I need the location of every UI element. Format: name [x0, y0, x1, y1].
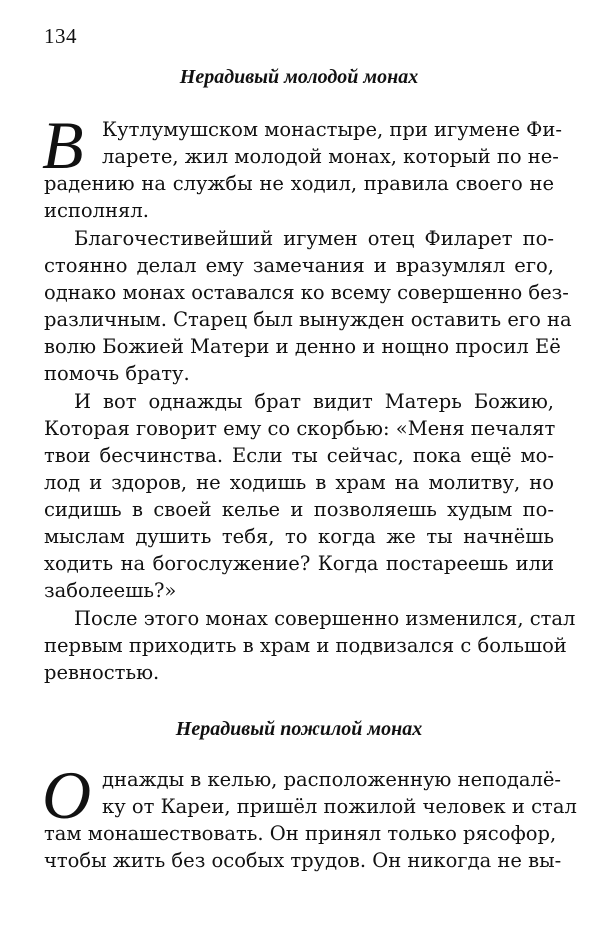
text-line: первым приходить в храм и подвизался с большой	[44, 634, 567, 657]
text-line: различным. Старец был вынужден оставить его на	[44, 308, 572, 331]
text-line: помочь брату.	[44, 362, 190, 385]
text-line: однако монах оставался ко всему совершенно без-	[44, 281, 569, 304]
text-line: ходить на богослужение? Когда постареешь или	[44, 552, 554, 575]
page-number: 134	[44, 24, 77, 48]
text-line: стоянно делал ему замечания и вразумлял его,	[44, 254, 554, 277]
text-line: И вот однажды брат видит Матерь Божию,	[74, 390, 554, 413]
text-line: После этого монах совершенно изменился, стал	[74, 607, 576, 630]
text-line: сидишь в своей келье и позволяешь худым по-	[44, 498, 554, 521]
text-line: чтобы жить без особых трудов. Он никогда не вы-	[44, 849, 562, 872]
text-line: Кутлумушском монастыре, при игумене Фи-	[102, 118, 562, 141]
text-line: ку от Кареи, пришёл пожилой человек и стал	[102, 795, 577, 818]
text-line: исполнял.	[44, 199, 149, 222]
text-line: радению на службы не ходил, правила своего не	[44, 172, 554, 195]
dropcap-letter: В	[42, 107, 84, 183]
text-line: ревностью.	[44, 661, 160, 684]
dropcap-letter: О	[42, 757, 92, 833]
text-line: заболеешь?»	[44, 579, 177, 602]
text-line: твои бесчинства. Если ты сейчас, пока ещё мо-	[44, 444, 554, 467]
text-line: днажды в келью, расположенную неподалё-	[102, 768, 562, 791]
text-line: мыслам душить тебя, то когда же ты начнёшь	[44, 525, 554, 548]
text-line: волю Божией Матери и денно и нощно просил Её	[44, 335, 561, 358]
text-line: лод и здоров, не ходишь в храм на молитву, но	[44, 471, 554, 494]
text-line: Которая говорит ему со скорбью: «Меня печалят	[44, 417, 556, 440]
text-line: там монашествовать. Он принял только рясофор,	[44, 822, 557, 845]
text-line: ларете, жил молодой монах, который по не-	[102, 145, 559, 168]
text-line: Благочестивейший игумен отец Филарет по-	[74, 227, 554, 250]
section-title-young-monk: Нерадивый молодой монах	[179, 66, 419, 88]
section-title-elderly-monk: Нерадивый пожилой монах	[175, 718, 423, 740]
